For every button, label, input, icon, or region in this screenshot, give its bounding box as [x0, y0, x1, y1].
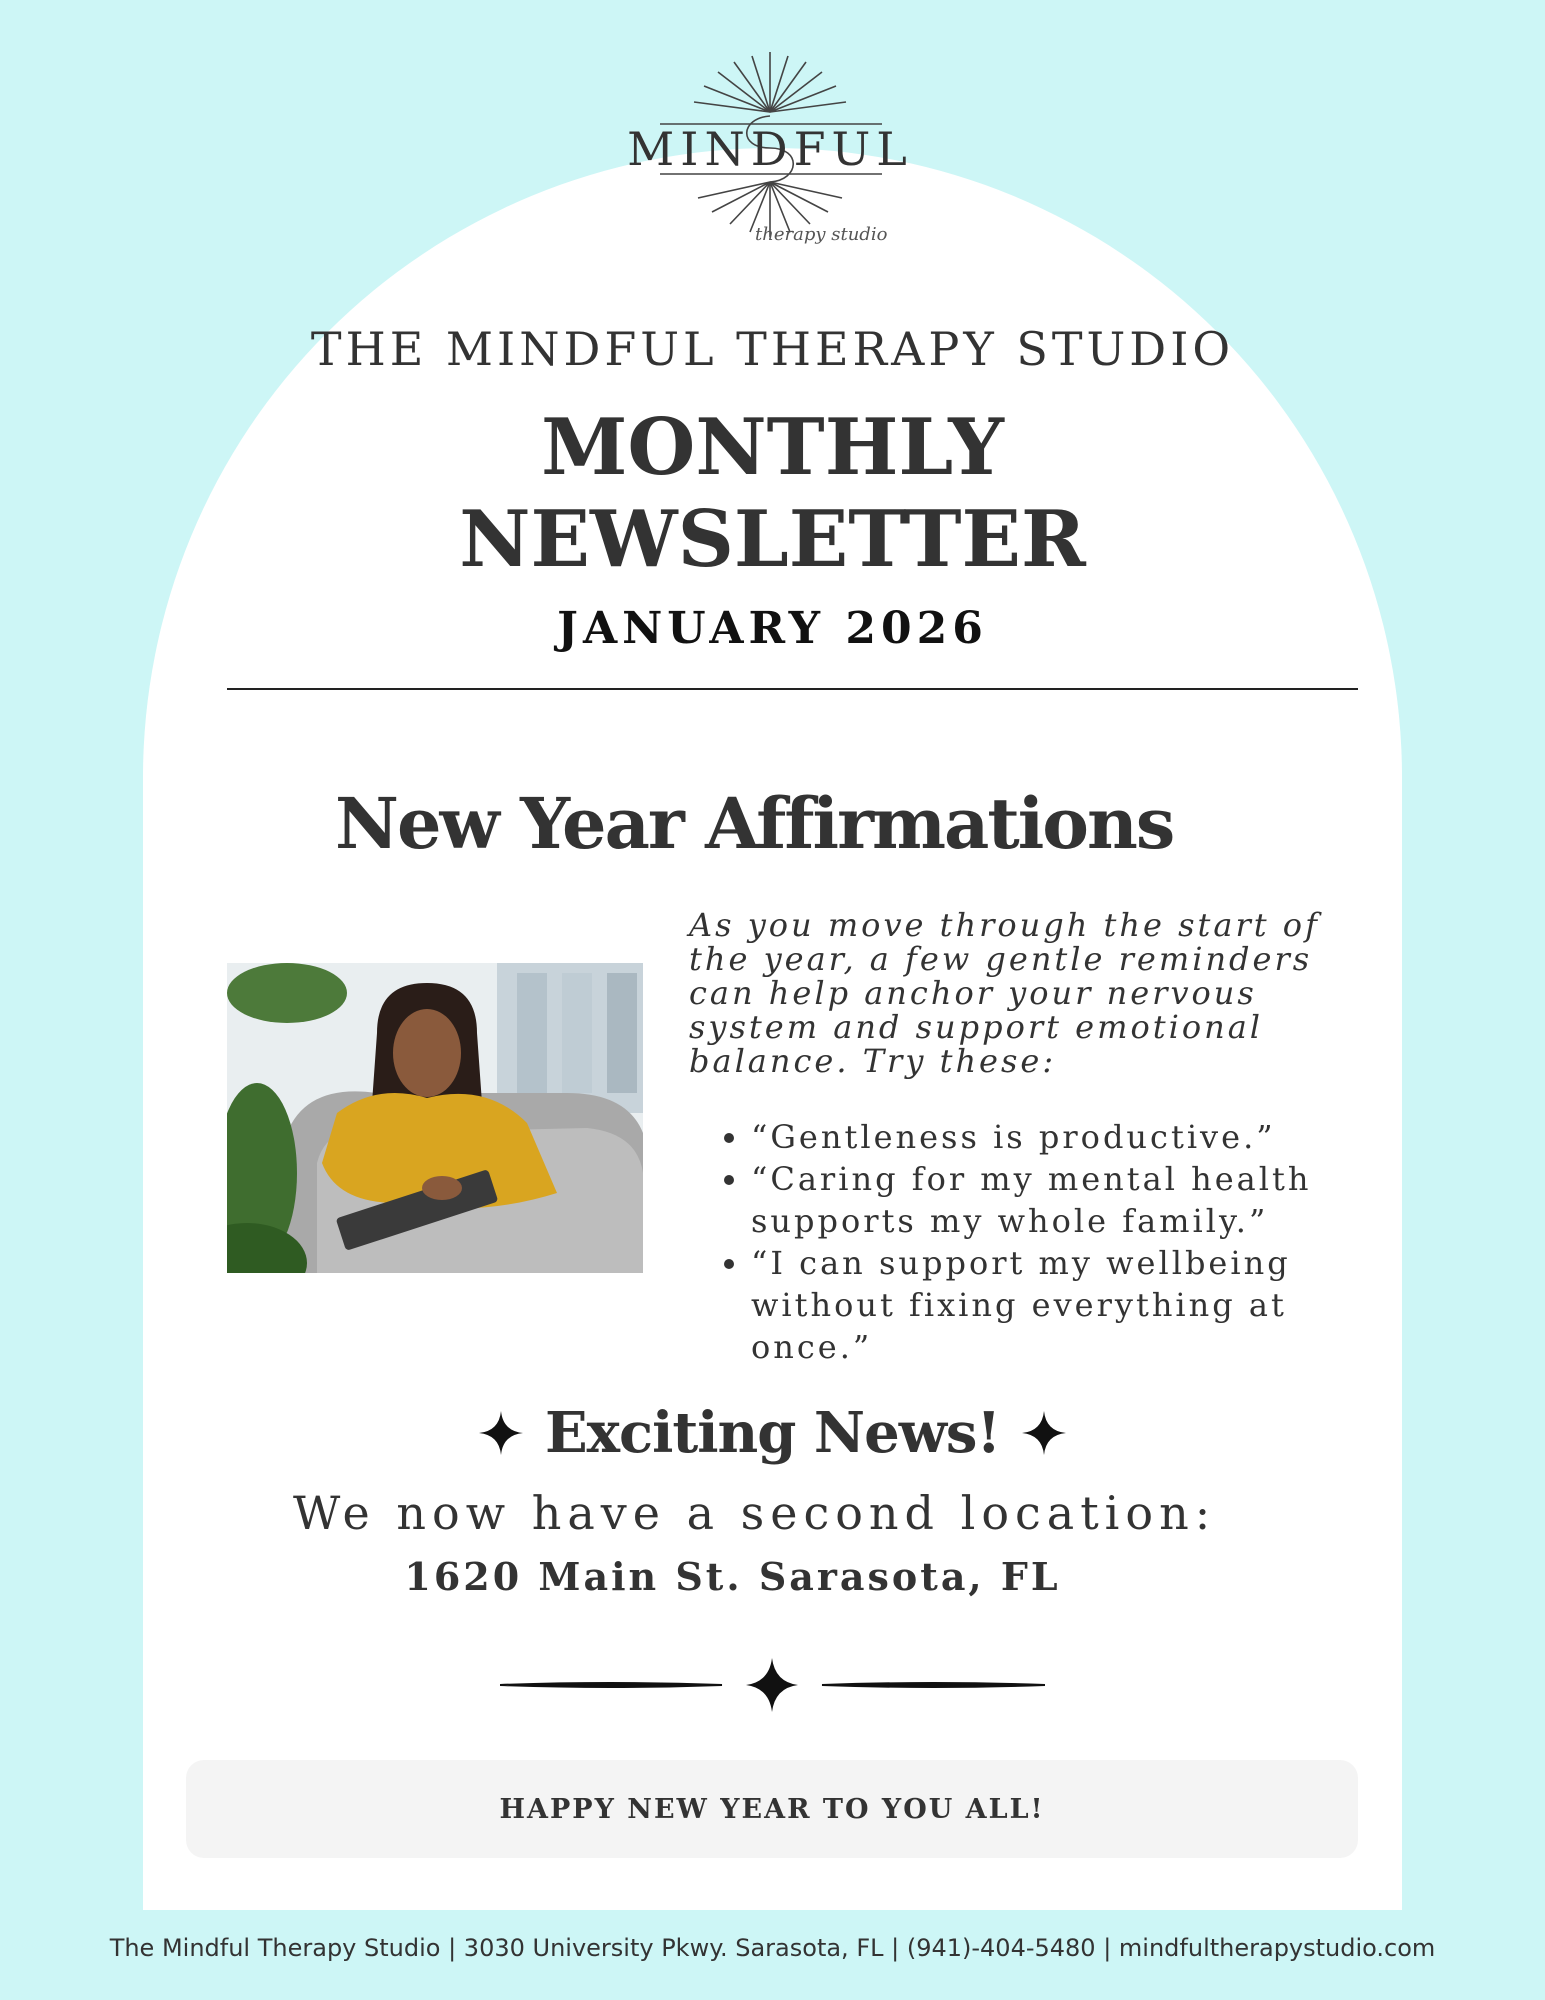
new-location-address: 1620 Main St. Sarasota, FL	[404, 1554, 1061, 1599]
newsletter-title	[0, 402, 1545, 586]
studio-logo	[620, 52, 920, 267]
sparkle-icon	[1022, 1411, 1066, 1455]
title-line-1: MONTHLY	[541, 402, 1004, 493]
studio-name: THE MINDFUL THERAPY STUDIO	[310, 322, 1235, 376]
news-heading-row	[0, 1398, 1545, 1468]
newsletter-date: JANUARY 2026	[557, 603, 988, 654]
star-divider	[500, 1655, 1045, 1715]
logo-tagline: therapy studio	[755, 224, 888, 245]
list-item: • “Gentleness is productive.”	[751, 1116, 1371, 1158]
logo-wordmark: MINDFUL	[627, 122, 913, 176]
footer-contact: The Mindful Therapy Studio | 3030 University Pkwy. Sarasota, FL | (941)-404-5480 | mindfultherapystudio.com	[109, 1934, 1436, 1962]
affirmations-heading: New Year Affirmations	[335, 782, 1174, 865]
news-heading: Exciting News!	[544, 1400, 1001, 1466]
list-item: • “I can support my wellbeing without fixing everything at once.”	[751, 1242, 1371, 1368]
affirmations-list	[721, 1116, 1371, 1368]
new-year-banner	[186, 1760, 1358, 1858]
affirmations-intro: As you move through the start of the year, a few gentle reminders can help anchor your nervous system and support emotional balance. Try these:	[689, 906, 1320, 1080]
woman-journaling-image-icon	[227, 963, 643, 1273]
header-divider	[227, 688, 1358, 690]
location-announcement: We now have a second location:	[293, 1486, 1217, 1540]
title-line-2: NEWSLETTER	[459, 494, 1086, 585]
woman-journaling-photo	[227, 963, 643, 1273]
sparkle-icon	[479, 1411, 523, 1455]
list-item: • “Caring for my mental health supports my whole family.”	[751, 1158, 1371, 1242]
banner-text: HAPPY NEW YEAR TO YOU ALL!	[499, 1793, 1045, 1825]
star-divider-icon	[500, 1655, 1045, 1715]
